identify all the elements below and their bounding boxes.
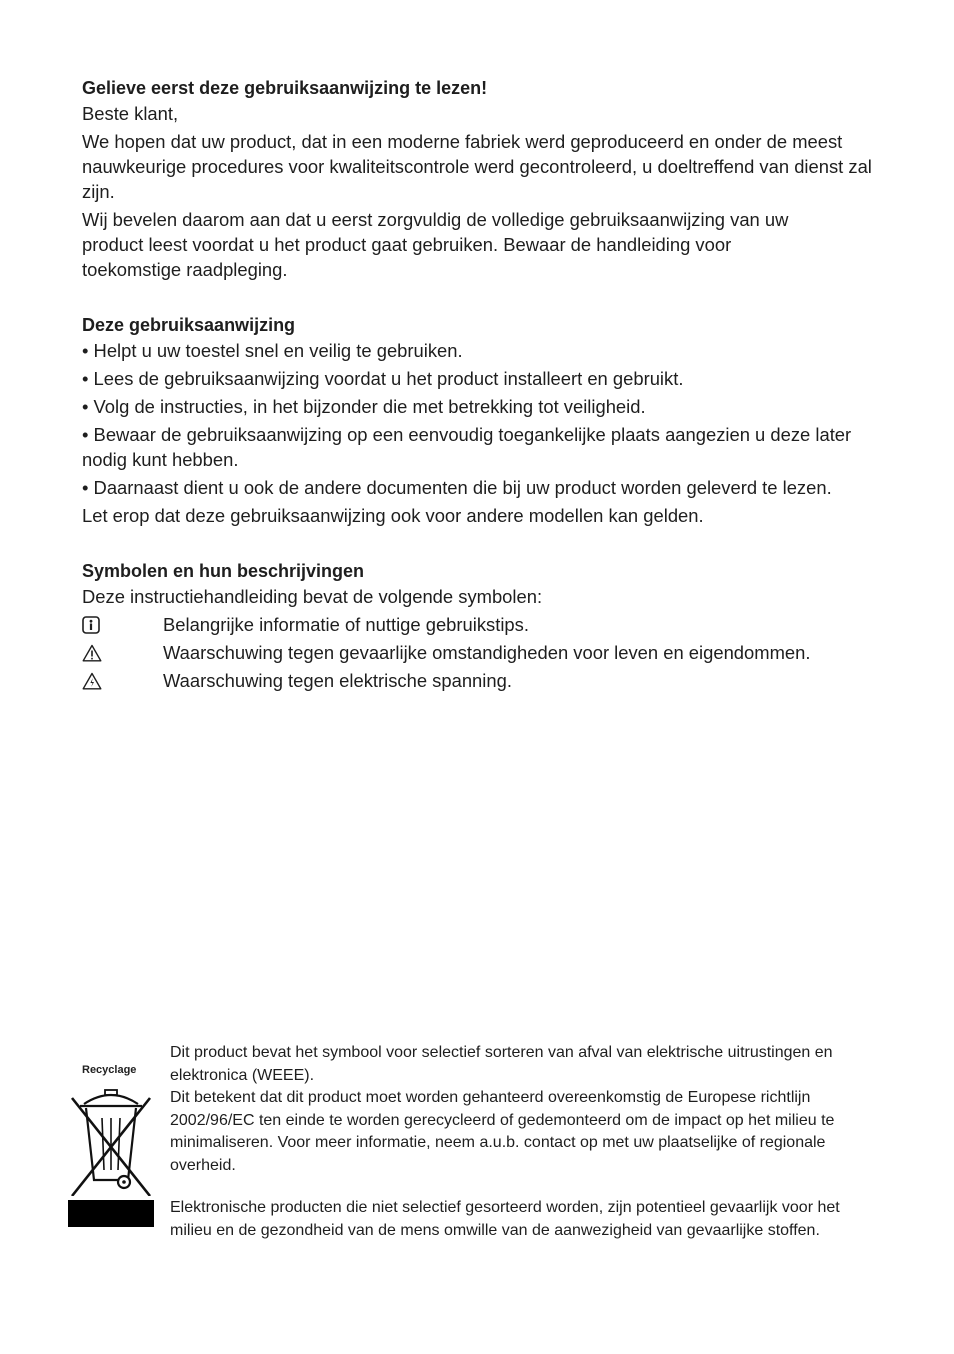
manual-list — [82, 338, 882, 500]
list-item: • Volg de instructies, in het bijzonder die met betrekking tot veiligheid. — [82, 396, 646, 417]
crossed-bin-icon — [68, 1078, 154, 1196]
symbol-row-electric — [82, 668, 882, 693]
warning-icon — [82, 640, 163, 665]
weee-black-bar — [68, 1200, 154, 1227]
info-icon — [82, 612, 163, 637]
weee-section — [68, 1042, 868, 1282]
weee-text-2: Dit betekent dat dit product moet worden gehanteerd overeenkomstig de Europese richtlijn 2002/96/EC ten einde te worden gerecycleerd of gedemonteerd om de impact op het milieu te minimaliseren. Voor meer informatie, neem a.u.b. contact op met uw plaatselijke of regionale overheid. — [170, 1089, 835, 1174]
weee-hazard-note — [170, 1197, 870, 1242]
list-item: • Bewaar de gebruiksaanwijzing op een eenvoudig toegankelijke plaats aangezien u deze later nodig kunt hebben. — [82, 424, 852, 470]
symbol-description: Belangrijke informatie of nuttige gebruikstips. — [163, 614, 529, 635]
recycle-label: Recyclage — [82, 1064, 137, 1076]
intro-heading: Gelieve eerst deze gebruiksaanwijzing te lezen! — [82, 78, 488, 98]
symbol-row-warning — [82, 640, 882, 665]
intro-paragraph-1: We hopen dat uw product, dat in een moderne fabriek werd geproduceerd en onder de meest nauwkeurige procedures voor kwaliteitscontrole werd gecontroleerd, u doeltreffend van dienst zal zijn. — [82, 131, 872, 202]
intro-greeting: Beste klant, — [82, 103, 179, 124]
intro-paragraph-2: Wij bevelen daarom aan dat u eerst zorgvuldig de volledige gebruiksaanwijzing van uw product leest voordat u het product gaat gebruiken. Bewaar de handleiding voor toekomstige raadpleging. — [82, 209, 789, 280]
list-item: • Daarnaast dient u ook de andere documenten die bij uw product worden geleverd te lezen. — [82, 477, 832, 498]
weee-description — [170, 1042, 870, 1178]
weee-text-3: Elektronische producten die niet selectief gesorteerd worden, zijn potentieel gevaarlijk voor het milieu en de gezondheid van de mens omwille van de aanwezigheid van gevaarlijke stoffen. — [170, 1199, 840, 1239]
page-content — [82, 76, 882, 696]
symbols-intro: Deze instructiehandleiding bevat de volgende symbolen: — [82, 586, 543, 607]
list-item: • Helpt u uw toestel snel en veilig te gebruiken. — [82, 340, 463, 361]
electric-warning-icon — [82, 668, 163, 693]
weee-text-1: Dit product bevat het symbool voor selectief sorteren van afval van elektrische uitrustingen en elektronica (WEEE). — [170, 1044, 833, 1084]
manual-note: Let erop dat deze gebruiksaanwijzing ook voor andere modellen kan gelden. — [82, 505, 704, 526]
symbols-heading: Symbolen en hun beschrijvingen — [82, 561, 365, 581]
symbol-row-info — [82, 612, 882, 637]
symbol-description: Waarschuwing tegen elektrische spanning. — [163, 670, 512, 691]
symbol-description: Waarschuwing tegen gevaarlijke omstandigheden voor leven en eigendommen. — [163, 642, 811, 663]
list-item: • Lees de gebruiksaanwijzing voordat u het product installeert en gebruikt. — [82, 368, 684, 389]
manual-heading: Deze gebruiksaanwijzing — [82, 315, 296, 335]
